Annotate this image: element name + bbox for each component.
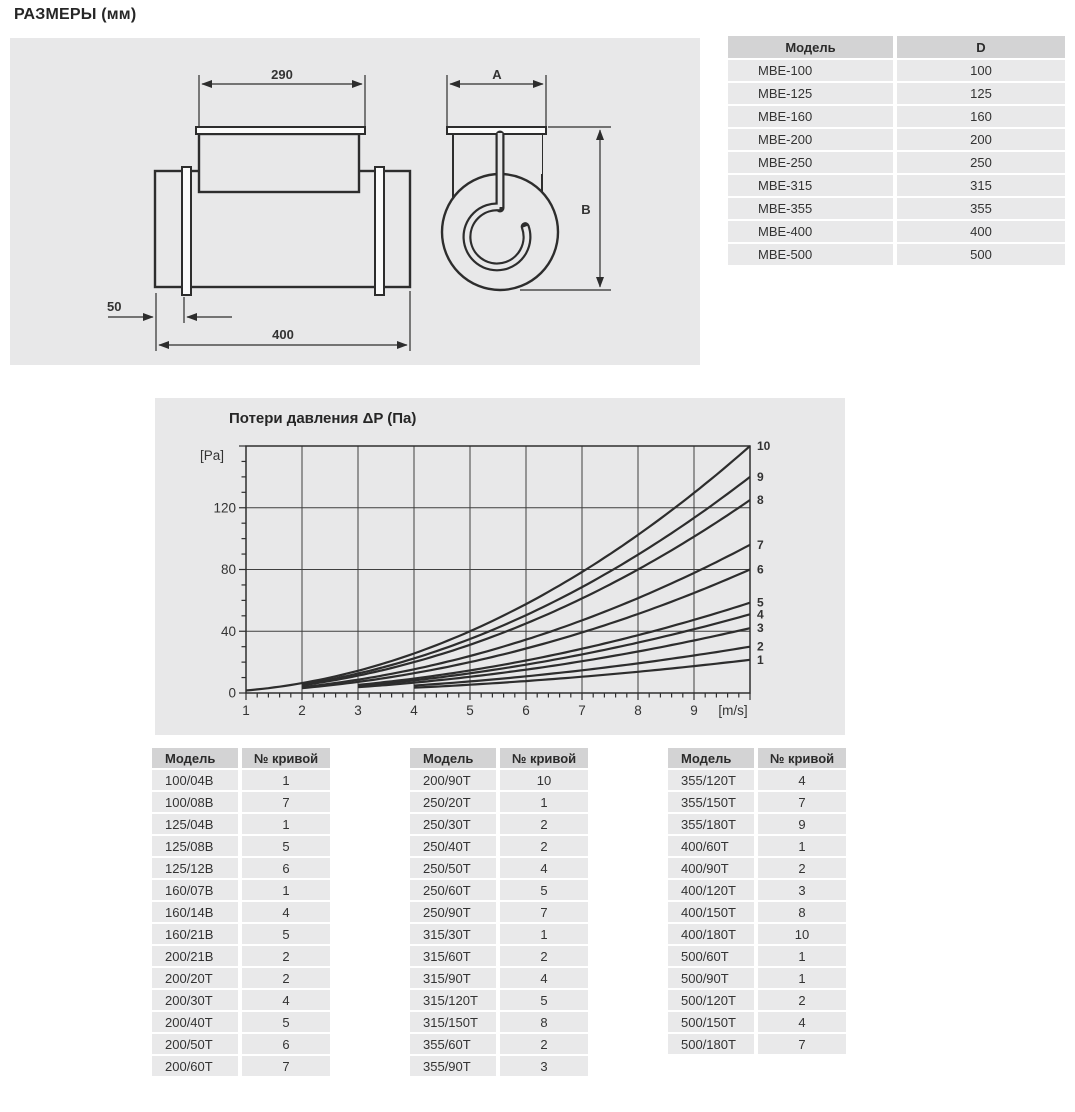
model-cell: МВЕ-315	[728, 175, 893, 196]
model-cell: 200/90Т	[410, 770, 496, 790]
table-row	[668, 814, 846, 834]
curve-number-cell: 2	[500, 836, 588, 856]
chart-title: Потери давления ΔP (Па)	[229, 410, 417, 427]
table-row	[728, 198, 1065, 219]
model-cell: 500/90Т	[668, 968, 754, 988]
diameter-cell: 250	[897, 152, 1065, 173]
table-row	[728, 60, 1065, 81]
svg-text:3: 3	[757, 621, 764, 636]
model-cell: 500/60Т	[668, 946, 754, 966]
table-row	[668, 1012, 846, 1032]
curve-number-cell: 2	[500, 814, 588, 834]
curve-number-cell: 7	[758, 792, 846, 812]
model-cell: 160/21В	[152, 924, 238, 944]
model-cell: МВЕ-125	[728, 83, 893, 104]
table-row	[410, 924, 588, 944]
svg-text:5: 5	[757, 595, 764, 610]
curve-table-1	[152, 748, 330, 1078]
model-cell: 250/30Т	[410, 814, 496, 834]
curve-number-cell: 3	[500, 1056, 588, 1076]
terminal-box-lid-side	[196, 127, 365, 134]
curve-number-cell: 10	[500, 770, 588, 790]
model-cell: 315/90Т	[410, 968, 496, 988]
table-row	[410, 836, 588, 856]
curve-number-cell: 4	[242, 990, 330, 1010]
svg-text:40: 40	[220, 623, 236, 639]
model-cell: 355/60Т	[410, 1034, 496, 1054]
model-cell: 160/07В	[152, 880, 238, 900]
table-row	[410, 902, 588, 922]
table-row	[152, 836, 330, 856]
svg-text:9: 9	[757, 469, 764, 484]
dimensions-drawing-panel	[10, 38, 700, 365]
svg-text:4: 4	[757, 607, 764, 622]
curve-number-cell: 10	[758, 924, 846, 944]
model-cell: 250/50Т	[410, 858, 496, 878]
model-cell: 200/30Т	[152, 990, 238, 1010]
curve-number-cell: 7	[242, 792, 330, 812]
model-cell: 400/180Т	[668, 924, 754, 944]
curve-number-cell: 8	[758, 902, 846, 922]
curve-number-cell: 1	[242, 880, 330, 900]
curve-number-cell: 5	[500, 990, 588, 1010]
table-header-row	[152, 748, 330, 768]
diameter-cell: 355	[897, 198, 1065, 219]
diameter-cell: 400	[897, 221, 1065, 242]
table-row	[410, 968, 588, 988]
model-cell: 125/04В	[152, 814, 238, 834]
table-row	[668, 858, 846, 878]
curve-number-cell: 2	[500, 1034, 588, 1054]
curve-number-cell: 2	[758, 990, 846, 1010]
dimensions-table-body	[728, 60, 1065, 265]
table-row	[668, 880, 846, 900]
curve-number-cell: 7	[758, 1034, 846, 1054]
model-cell: 400/60Т	[668, 836, 754, 856]
model-cell: 200/60Т	[152, 1056, 238, 1076]
model-cell: 250/40Т	[410, 836, 496, 856]
curve-number-cell: 5	[242, 924, 330, 944]
model-cell: МВЕ-160	[728, 106, 893, 127]
technical-drawing	[10, 38, 700, 365]
column-header-model: Модель	[728, 36, 893, 58]
table-row	[668, 770, 846, 790]
curve-number-cell: 5	[242, 1012, 330, 1032]
column-header-d: D	[897, 36, 1065, 58]
model-cell: 100/08В	[152, 792, 238, 812]
column-header-curve: № кривой	[500, 748, 588, 768]
model-cell: 400/90Т	[668, 858, 754, 878]
model-cell: 400/150Т	[668, 902, 754, 922]
curve-number-cell: 3	[758, 880, 846, 900]
table-row	[152, 946, 330, 966]
curve-number-cell: 7	[242, 1056, 330, 1076]
model-cell: 200/50Т	[152, 1034, 238, 1054]
svg-text:10: 10	[757, 439, 771, 453]
svg-text:8: 8	[634, 703, 642, 718]
model-cell: 500/120Т	[668, 990, 754, 1010]
curve-number-cell: 1	[242, 814, 330, 834]
svg-text:6: 6	[522, 703, 530, 718]
svg-text:120: 120	[213, 500, 236, 516]
model-cell: 500/150Т	[668, 1012, 754, 1032]
model-cell: 500/180Т	[668, 1034, 754, 1054]
model-cell: 355/120Т	[668, 770, 754, 790]
curve-number-cell: 7	[500, 902, 588, 922]
model-cell: МВЕ-200	[728, 129, 893, 150]
svg-text:[m/s]: [m/s]	[718, 703, 748, 718]
svg-text:3: 3	[354, 703, 362, 718]
curve-table-3-body	[668, 770, 846, 1054]
dim-cap-label: 50	[107, 299, 122, 314]
flange-ring-right	[375, 167, 384, 295]
table-row	[728, 221, 1065, 242]
table-header-row	[728, 36, 1065, 58]
curve-table-2	[410, 748, 588, 1078]
model-cell: МВЕ-400	[728, 221, 893, 242]
model-cell: 315/60Т	[410, 946, 496, 966]
curve-number-cell: 8	[500, 1012, 588, 1032]
curve-number-cell: 6	[242, 1034, 330, 1054]
model-cell: МВЕ-250	[728, 152, 893, 173]
model-cell: 250/90Т	[410, 902, 496, 922]
column-header-model: Модель	[152, 748, 238, 768]
table-row	[152, 792, 330, 812]
dim-length-label: 400	[272, 327, 294, 342]
curve-number-cell: 9	[758, 814, 846, 834]
table-row	[152, 880, 330, 900]
diameter-cell: 100	[897, 60, 1065, 81]
model-cell: 160/14В	[152, 902, 238, 922]
table-row	[728, 175, 1065, 196]
svg-text:6: 6	[757, 562, 764, 577]
table-row	[152, 902, 330, 922]
table-row	[152, 1056, 330, 1076]
svg-text:2: 2	[298, 703, 306, 718]
svg-text:9: 9	[690, 703, 698, 718]
page-title: РАЗМЕРЫ (мм)	[14, 6, 137, 23]
svg-text:0: 0	[228, 685, 236, 701]
model-cell: 200/21В	[152, 946, 238, 966]
svg-text:8: 8	[757, 493, 764, 508]
dim-front-width-label: A	[492, 67, 502, 82]
table-row	[152, 814, 330, 834]
table-row	[728, 129, 1065, 150]
table-row	[668, 990, 846, 1010]
model-cell: 355/180Т	[668, 814, 754, 834]
model-cell: МВЕ-500	[728, 244, 893, 265]
table-header-row	[668, 748, 846, 768]
curve-number-cell: 4	[242, 902, 330, 922]
flange-ring-left	[182, 167, 191, 295]
curve-table-2-body	[410, 770, 588, 1076]
table-row	[410, 792, 588, 812]
model-cell: 355/150Т	[668, 792, 754, 812]
model-cell: 315/30Т	[410, 924, 496, 944]
curve-number-cell: 5	[500, 880, 588, 900]
svg-text:80: 80	[220, 562, 236, 577]
curve-number-cell: 1	[758, 946, 846, 966]
diameter-cell: 160	[897, 106, 1065, 127]
terminal-box-side	[199, 134, 359, 192]
diameter-cell: 500	[897, 244, 1065, 265]
table-row	[152, 924, 330, 944]
svg-text:5: 5	[466, 703, 474, 718]
svg-text:7: 7	[578, 703, 586, 718]
curve-number-cell: 2	[242, 946, 330, 966]
curve-number-cell: 4	[758, 770, 846, 790]
dim-top-width-label: 290	[271, 67, 293, 82]
table-row	[668, 792, 846, 812]
model-cell: 400/120Т	[668, 880, 754, 900]
model-cell: 315/120Т	[410, 990, 496, 1010]
table-row	[152, 1012, 330, 1032]
curve-number-cell: 1	[500, 792, 588, 812]
model-cell: МВЕ-100	[728, 60, 893, 81]
table-row	[152, 1034, 330, 1054]
pressure-loss-chart-panel	[155, 398, 845, 735]
curve-number-cell: 1	[758, 836, 846, 856]
column-header-model: Модель	[410, 748, 496, 768]
model-cell: 315/150Т	[410, 1012, 496, 1032]
svg-text:4: 4	[410, 703, 418, 718]
table-row	[410, 880, 588, 900]
column-header-curve: № кривой	[758, 748, 846, 768]
svg-text:[Pa]: [Pa]	[200, 448, 225, 463]
diameter-cell: 315	[897, 175, 1065, 196]
dim-front-height-label: B	[581, 202, 591, 217]
model-cell: 125/12В	[152, 858, 238, 878]
curve-number-cell: 4	[500, 858, 588, 878]
model-cell: 200/40Т	[152, 1012, 238, 1032]
table-row	[152, 770, 330, 790]
curve-number-cell: 4	[500, 968, 588, 988]
table-row	[410, 770, 588, 790]
model-cell: 355/90Т	[410, 1056, 496, 1076]
table-header-row	[410, 748, 588, 768]
curve-number-cell: 4	[758, 1012, 846, 1032]
table-row	[410, 814, 588, 834]
table-row	[410, 858, 588, 878]
column-header-model: Модель	[668, 748, 754, 768]
curve-number-cell: 2	[758, 858, 846, 878]
curve-table-1-body	[152, 770, 330, 1076]
dimensions-table	[728, 36, 1065, 267]
table-row	[728, 244, 1065, 265]
table-row	[668, 924, 846, 944]
model-cell: 200/20Т	[152, 968, 238, 988]
model-cell: 250/20Т	[410, 792, 496, 812]
svg-text:1: 1	[242, 703, 250, 718]
table-row	[410, 1056, 588, 1076]
diameter-cell: 125	[897, 83, 1065, 104]
table-row	[668, 946, 846, 966]
table-row	[410, 990, 588, 1010]
table-row	[668, 902, 846, 922]
table-row	[152, 858, 330, 878]
table-row	[410, 1012, 588, 1032]
table-row	[152, 990, 330, 1010]
svg-text:2: 2	[757, 639, 764, 654]
model-cell: 250/60Т	[410, 880, 496, 900]
svg-text:7: 7	[757, 537, 764, 552]
model-cell: МВЕ-355	[728, 198, 893, 219]
curve-number-cell: 2	[242, 968, 330, 988]
svg-text:1: 1	[757, 652, 764, 667]
diameter-cell: 200	[897, 129, 1065, 150]
table-row	[410, 1034, 588, 1054]
curve-number-cell: 5	[242, 836, 330, 856]
table-row	[410, 946, 588, 966]
table-row	[668, 968, 846, 988]
column-header-curve: № кривой	[242, 748, 330, 768]
table-row	[728, 152, 1065, 173]
model-cell: 125/08В	[152, 836, 238, 856]
curve-number-cell: 2	[500, 946, 588, 966]
table-row	[728, 106, 1065, 127]
curve-number-cell: 1	[500, 924, 588, 944]
table-row	[152, 968, 330, 988]
curve-table-3	[668, 748, 846, 1056]
curve-number-cell: 1	[758, 968, 846, 988]
model-cell: 100/04В	[152, 770, 238, 790]
table-row	[728, 83, 1065, 104]
table-row	[668, 1034, 846, 1054]
table-row	[668, 836, 846, 856]
curve-number-cell: 6	[242, 858, 330, 878]
curve-number-cell: 1	[242, 770, 330, 790]
pressure-loss-chart	[155, 398, 845, 735]
